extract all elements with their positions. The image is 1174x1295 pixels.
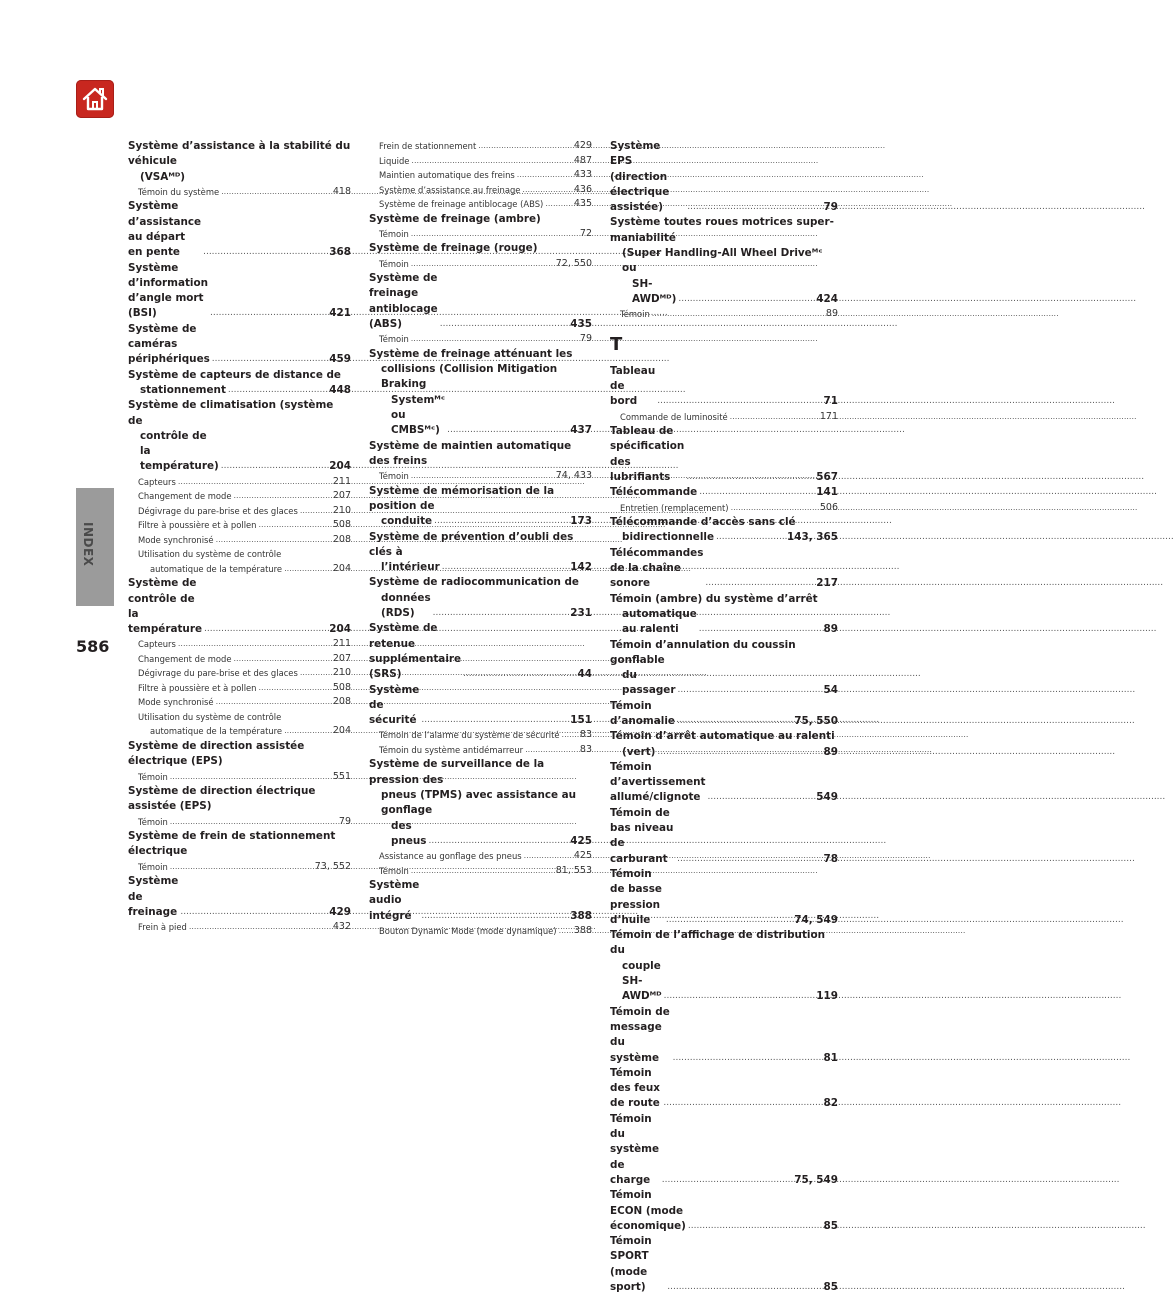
index-subentry[interactable]: Entretien (remplacement) ..... 506 — [610, 501, 838, 516]
index-entry[interactable]: Système de prévention d’oubli des clés à — [369, 530, 574, 558]
index-subentry[interactable]: Frein à pied ..... 432 — [128, 920, 351, 935]
index-column-1 — [128, 139, 351, 935]
index-subentry[interactable]: Témoin du système antidémarreur ..... 83 — [369, 743, 592, 758]
index-entry-cont: pneus (TPMS) avec assistance au gonflage — [381, 789, 577, 817]
index-entry[interactable]: Télécommande d’accès sans clé — [610, 516, 796, 529]
index-entry[interactable]: Système de capteurs de distance de — [128, 368, 341, 381]
index-entry[interactable]: Système audio intégré ..... 388 — [369, 878, 592, 924]
index-subentry[interactable]: Utilisation du système de contrôle — [138, 549, 282, 560]
index-subentry[interactable]: Utilisation du système de contrôle — [138, 711, 282, 722]
index-subentry[interactable]: Capteurs ..... 211 — [128, 637, 351, 652]
index-entry[interactable]: Témoin de basse pression d’huile ..... 74, 549 — [610, 867, 838, 928]
index-entry[interactable]: Système de freinage (rouge) — [369, 242, 538, 255]
index-entry[interactable]: Système de retenue supplémentaire (SRS) ..... 44 — [369, 621, 592, 682]
index-subentry[interactable]: Frein de stationnement ..... 429 — [369, 139, 592, 154]
index-entry-cont[interactable]: Systemᴹᶜ ou CMBSᴹᶜ) ..... 437 — [369, 393, 592, 439]
index-entry-cont[interactable]: couple SH-AWDᴹᴰ ..... 119 — [610, 959, 838, 1005]
index-entry[interactable]: Système d’assistance à la stabilité du véhicule — [128, 140, 351, 168]
index-subentry[interactable]: Changement de mode ..... 207 — [128, 489, 351, 504]
index-subentry[interactable]: Témoin du système ..... 418 — [128, 185, 351, 200]
index-column-3 — [610, 139, 838, 1295]
index-subentry[interactable]: Témoin ..... 72, 550 — [369, 257, 592, 272]
index-subentry[interactable]: Maintien automatique des freins ..... 433 — [369, 168, 592, 183]
index-entry[interactable]: Témoin ECON (mode économique) ..... 85 — [610, 1188, 838, 1234]
index-subentry[interactable]: Témoin ..... 89 — [610, 307, 838, 322]
index-entry[interactable]: Système de freinage antiblocage (ABS) ..... 435 — [369, 271, 592, 332]
index-subentry[interactable]: Témoin de l’alarme du système de sécurité ..... 83 — [369, 728, 592, 743]
index-entry[interactable]: Tableau de bord ..... 71 — [610, 364, 838, 410]
index-entry-cont: (Super Handling-All Wheel Driveᴹᶜ ou — [622, 247, 823, 275]
index-entry[interactable]: Système de surveillance de la pression des — [369, 758, 545, 786]
index-entry[interactable]: Système toutes roues motrices super-maniabilité — [610, 216, 834, 244]
index-entry[interactable]: Témoin d’anomalie ..... 75, 550 — [610, 699, 838, 730]
index-entry[interactable]: Télécommandes de la chaîne sonore ..... 217 — [610, 546, 838, 592]
index-entry[interactable]: Témoin d’annulation du coussin gonflable — [610, 638, 796, 666]
home-icon — [81, 86, 109, 112]
index-entry-cont[interactable]: du passager ..... 54 — [610, 668, 838, 699]
index-entry[interactable]: Témoin du système de charge ..... 75, 549 — [610, 1112, 838, 1188]
index-subentry[interactable]: Témoin ..... 551 — [128, 770, 351, 785]
index-entry[interactable]: Témoin des feux de route ..... 82 — [610, 1066, 838, 1112]
index-subentry[interactable]: Témoin ..... 72 — [369, 227, 592, 242]
index-entry-cont[interactable]: SH-AWDᴹᴰ) ..... 424 — [610, 277, 838, 308]
index-entry[interactable]: Système de sécurité ..... 151 — [369, 683, 592, 729]
index-entry[interactable]: Témoin d’arrêt automatique au ralenti — [610, 730, 835, 743]
index-subentry[interactable]: Assistance au gonflage des pneus ..... 425 — [369, 849, 592, 864]
index-subentry[interactable]: Témoin ..... 79 — [369, 332, 592, 347]
index-entry[interactable]: Système de freinage (ambre) — [369, 212, 541, 225]
index-entry-cont: collisions (Collision Mitigation Braking — [381, 363, 558, 391]
index-entry[interactable]: Tableau de spécification des lubrifiants ..... 567 — [610, 424, 838, 485]
page-number: 586 — [76, 637, 110, 656]
index-entry[interactable]: Système de direction assistée électrique (EPS) — [128, 739, 305, 768]
index-entry[interactable]: Télécommande ..... 141 — [610, 485, 838, 500]
index-entry[interactable]: Système d’assistance au départ en pente ..... 368 — [128, 199, 351, 260]
home-button[interactable] — [76, 80, 114, 118]
index-entry-cont[interactable]: (vert) ..... 89 — [610, 745, 838, 760]
index-subentry[interactable]: Filtre à poussière et à pollen ..... 508 — [128, 681, 351, 696]
index-subentry[interactable]: Témoin ..... 74, 433 — [369, 469, 592, 484]
index-subentry[interactable]: Témoin ..... 73, 552 — [128, 860, 351, 875]
index-entry[interactable]: Système de radiocommunication de — [369, 576, 579, 589]
index-entry[interactable]: Système de freinage atténuant les — [369, 347, 573, 360]
index-entry[interactable]: Système d’information d’angle mort (BSI) ..... 421 — [128, 261, 351, 322]
index-subentry[interactable]: Capteurs ..... 211 — [128, 475, 351, 490]
index-subentry[interactable]: Dégivrage du pare-brise et des glaces ..... 210 — [128, 666, 351, 681]
index-entry-cont[interactable]: des pneus ..... 425 — [369, 819, 592, 850]
index-entry[interactable]: Témoin d’avertissement allumé/clignote ..... 549 — [610, 760, 838, 806]
index-subentry[interactable]: Liquide ..... 487 — [369, 154, 592, 169]
index-entry[interactable]: Système de mémorisation de la position de — [369, 484, 555, 512]
index-subentry[interactable]: Témoin ..... 81, 553 — [369, 864, 592, 879]
index-subentry[interactable]: Mode synchronisé ..... 208 — [128, 533, 351, 548]
index-subentry[interactable]: Filtre à poussière et à pollen ..... 508 — [128, 518, 351, 533]
index-subentry[interactable]: Mode synchronisé ..... 208 — [128, 695, 351, 710]
index-subentry[interactable]: Changement de mode ..... 207 — [128, 652, 351, 667]
index-section-letter: T — [610, 333, 623, 355]
index-subentry[interactable]: Système de freinage antiblocage (ABS) ..... 435 — [369, 197, 592, 212]
index-entry[interactable]: Système de maintien automatique des freins — [369, 439, 572, 467]
index-column-2 — [369, 139, 592, 939]
index-entry[interactable]: Système de frein de stationnement électrique — [128, 830, 336, 858]
index-subentry[interactable]: Bouton Dynamic Mode (mode dynamique) ..... 388 — [369, 924, 592, 939]
index-entry[interactable]: Système de caméras périphériques ..... 459 — [128, 322, 351, 368]
index-entry-cont: (VSAᴹᴰ) — [140, 170, 186, 183]
index-entry[interactable]: Système de direction électrique assistée (EPS) — [128, 785, 316, 813]
index-entry-cont[interactable]: bidirectionnelle ..... 143, 365 — [610, 530, 838, 545]
index-entry-cont[interactable]: données (RDS) ..... 231 — [369, 591, 592, 622]
index-side-label: INDEX — [81, 522, 95, 567]
index-entry[interactable]: Système de contrôle de la température ..... 204 — [128, 576, 351, 637]
index-entry[interactable]: Système de climatisation (système de — [128, 399, 334, 427]
index-entry-cont[interactable]: automatique au ralenti ..... 89 — [610, 607, 838, 638]
index-subentry[interactable]: Système d’assistance au freinage ..... 436 — [369, 183, 592, 198]
index-entry[interactable]: Témoin (ambre) du système d’arrêt — [610, 592, 818, 605]
index-subentry[interactable]: Témoin ..... 79 — [128, 815, 351, 830]
index-entry-cont[interactable]: l’intérieur ..... 142 — [369, 560, 592, 575]
index-subentry-cont[interactable]: automatique de la température ..... 204 — [128, 562, 351, 577]
index-subentry[interactable]: Dégivrage du pare-brise et des glaces ..... 210 — [128, 504, 351, 519]
index-entry[interactable]: Témoin de bas niveau de carburant ..... 78 — [610, 806, 838, 867]
index-entry-cont[interactable]: stationnement ..... 448 — [128, 383, 351, 398]
index-entry[interactable]: Témoin de l’affichage de distribution du — [610, 929, 826, 957]
index-entry[interactable]: Témoin de message du système ..... 81 — [610, 1005, 838, 1066]
index-entry-cont[interactable]: contrôle de la température) ..... 204 — [128, 429, 351, 475]
index-entry-cont[interactable]: conduite ..... 173 — [369, 514, 592, 529]
index-entry[interactable]: Système de freinage ..... 429 — [128, 874, 351, 920]
index-subentry-cont[interactable]: automatique de la température ..... 204 — [128, 724, 351, 739]
index-entry[interactable]: Témoin SPORT (mode sport) ..... 85 — [610, 1234, 838, 1295]
index-entry[interactable]: Système EPS (direction électrique assistée) ..... 79 — [610, 139, 838, 215]
index-subentry[interactable]: Commande de luminosité ..... 171 — [610, 410, 838, 425]
